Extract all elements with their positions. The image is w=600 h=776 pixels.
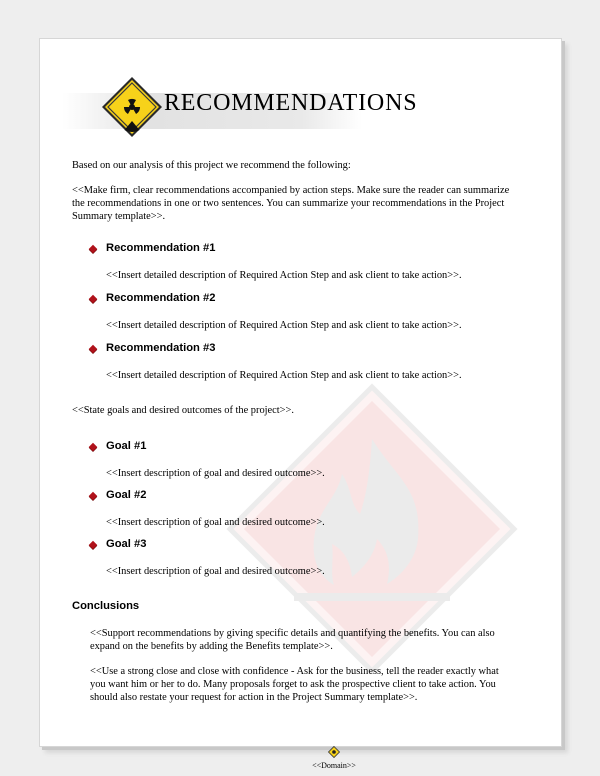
recommendation-3-heading: Recommendation #3	[106, 342, 216, 354]
document-page	[39, 38, 562, 770]
bullet-diamond-icon	[89, 245, 97, 253]
goal-3-heading: Goal #3	[106, 538, 147, 550]
instruction-line: <<Make firm, clear recommendations accompanied by action steps. Make sure the reader can summarize	[72, 185, 510, 196]
goal-1-heading: Goal #1	[106, 440, 147, 452]
recommendation-2-text: <<Insert detailed description of Required Action Step and ask client to take action>>.	[106, 320, 462, 331]
intro-text: Based on our analysis of this project we recommend the following:	[72, 160, 351, 171]
conclusions-paragraph-2: should also restate your request for action in the Project Summary template>>.	[90, 692, 418, 703]
recommendation-1-heading: Recommendation #1	[106, 242, 216, 254]
bullet-diamond-icon	[89, 541, 97, 549]
conclusions-paragraph-2: you want him or her to do. Many proposals forget to ask the prospective client to take action. You	[90, 679, 496, 690]
radiation-icon	[100, 75, 164, 139]
conclusions-heading: Conclusions	[72, 600, 140, 612]
conclusions-paragraph-1: <<Support recommendations by giving specific details and quantifying the benefits. You can also	[90, 628, 495, 639]
footer-domain: <<Domain>>	[312, 761, 356, 770]
bullet-diamond-icon	[89, 295, 97, 303]
recommendation-2-heading: Recommendation #2	[106, 292, 216, 304]
goals-intro: <<State goals and desired outcomes of the project>>.	[72, 405, 294, 416]
recommendation-3-text: <<Insert detailed description of Required Action Step and ask client to take action>>.	[106, 370, 462, 381]
recommendation-1-text: <<Insert detailed description of Required Action Step and ask client to take action>>.	[106, 270, 462, 281]
goal-2-heading: Goal #2	[106, 489, 147, 501]
goal-1-text: <<Insert description of goal and desired outcome>>.	[106, 468, 325, 479]
footer-radiation-icon	[328, 746, 340, 758]
goal-2-text: <<Insert description of goal and desired outcome>>.	[106, 517, 325, 528]
instruction-line: the recommendations in one or two sentences. You can summarize your recommendations in the Project	[72, 198, 505, 209]
bullet-diamond-icon	[89, 443, 97, 451]
bullet-diamond-icon	[89, 345, 97, 353]
goal-3-text: <<Insert description of goal and desired outcome>>.	[106, 566, 325, 577]
page-title: RECOMMENDATIONS	[164, 90, 418, 116]
conclusions-paragraph-1: expand on the benefits by adding the Benefits template>>.	[90, 641, 333, 652]
instruction-line: Summary template>>.	[72, 211, 166, 222]
conclusions-paragraph-2: <<Use a strong close and close with confidence - Ask for the business, tell the reader exactly what	[90, 666, 499, 677]
bullet-diamond-icon	[89, 492, 97, 500]
